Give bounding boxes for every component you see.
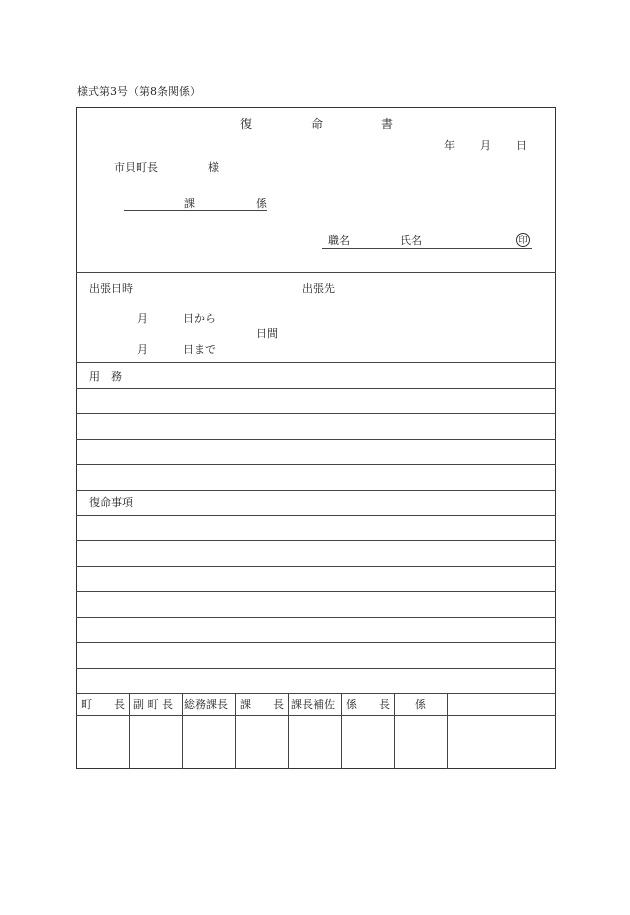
position-label: 職名	[328, 234, 350, 247]
subsection-label: 係	[256, 197, 267, 210]
approval-general-affairs-chief: 総務課長	[184, 698, 228, 711]
report-label: 復命事項	[89, 496, 133, 509]
approval-col-divider	[182, 693, 183, 769]
approval-unit-chief: 係 長	[346, 698, 390, 711]
trip-from-month: 月	[137, 312, 148, 325]
approval-assistant-chief: 課長補佐	[291, 698, 335, 711]
name-label: 氏名	[400, 234, 422, 247]
title-char-2: 命	[311, 117, 324, 131]
date-day: 日	[516, 139, 527, 152]
business-line	[76, 490, 556, 491]
divider-trip	[76, 362, 556, 363]
approval-header-line	[76, 715, 556, 716]
approval-col-divider	[288, 693, 289, 769]
seal-icon: 印	[516, 233, 530, 247]
business-line	[76, 413, 556, 414]
approval-col-divider	[394, 693, 395, 769]
signature-line	[322, 248, 532, 249]
approval-staff: 係	[415, 698, 426, 711]
trip-days: 日間	[256, 327, 278, 340]
trip-datetime-label: 出張日時	[89, 282, 133, 295]
trip-destination-label: 出張先	[302, 282, 335, 295]
report-line	[76, 591, 556, 592]
trip-to-day: 日まで	[183, 343, 216, 356]
form-number: 様式第3号（第8条関係）	[77, 85, 201, 98]
business-line	[76, 439, 556, 440]
report-line	[76, 540, 556, 541]
business-line	[76, 388, 556, 389]
business-label: 用 務	[89, 370, 122, 383]
approval-mayor: 町 長	[81, 698, 125, 711]
addressee: 市貝町長	[114, 161, 158, 174]
title-char-1: 復	[240, 117, 253, 131]
trip-to-month: 月	[137, 343, 148, 356]
section-underline	[124, 210, 267, 211]
date-month: 月	[480, 139, 491, 152]
business-line	[76, 464, 556, 465]
approval-deputy-mayor: 副 町 長	[133, 698, 173, 711]
approval-col-divider	[129, 693, 130, 769]
approval-top-line	[76, 693, 556, 694]
honorific: 様	[208, 161, 219, 174]
report-line	[76, 617, 556, 618]
section-label: 課	[184, 197, 195, 210]
trip-from-day: 日から	[183, 312, 216, 325]
approval-col-divider	[235, 693, 236, 769]
approval-col-divider	[447, 693, 448, 769]
form-frame	[76, 107, 556, 769]
divider-header	[76, 272, 556, 273]
report-line	[76, 642, 556, 643]
date-year: 年	[444, 139, 455, 152]
approval-col-divider	[341, 693, 342, 769]
report-line	[76, 566, 556, 567]
title-char-3: 書	[381, 117, 394, 131]
approval-section-chief: 課 長	[240, 698, 284, 711]
report-line	[76, 515, 556, 516]
report-line	[76, 668, 556, 669]
